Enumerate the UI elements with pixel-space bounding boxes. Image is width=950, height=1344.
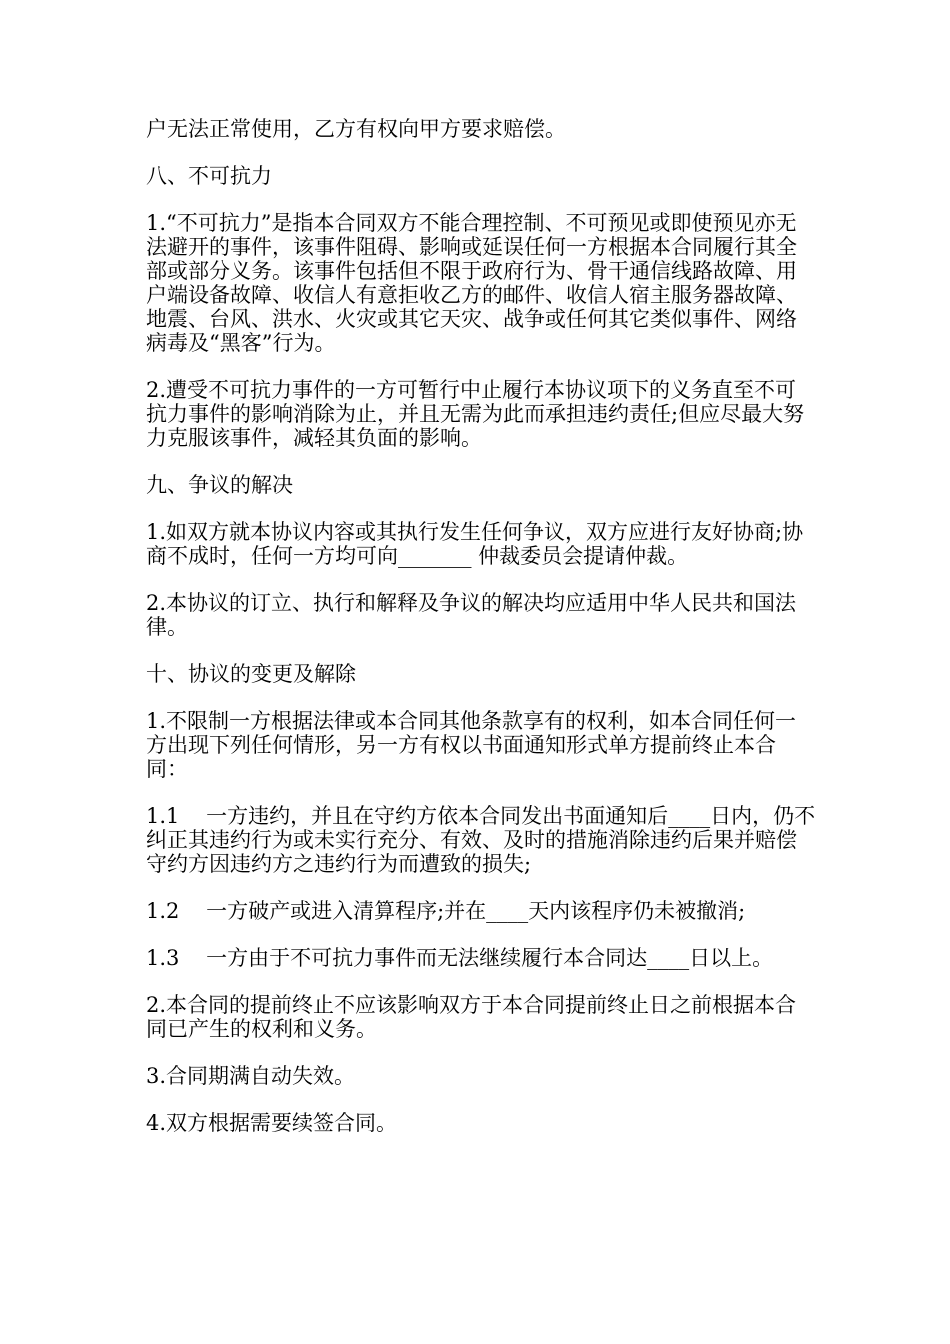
paragraph-early-termination-effect: 2.本合同的提前终止不应该影响双方于本合同提前终止日之前根据本合同已产生的权利和义务。 — [146, 993, 797, 1041]
paragraph-continuation: 户无法正常使用，乙方有权向甲方要求赔偿。 — [146, 117, 566, 141]
paragraph-contract-expiry: 3.合同期满自动失效。 — [146, 1064, 356, 1088]
section-heading-dispute-resolution: 九、争议的解决 — [146, 473, 293, 497]
paragraph-force-majeure-definition: 1.“不可抗力”是指本合同双方不能合理控制、不可预见或即使预见亦无法避开的事件，该事件阻碍、影响或延误任何一方根据本合同履行其全部或部分义务。该事件包括但不限于政府行为、骨干通信线路故障、用户端设备故障、收信人有意拒收乙方的邮件、收信人宿主服务器故障、地震、台风、洪水、火灾或其它天灾、战争或任何其它类似事件、网络病毒及“黑客”行为。 — [146, 211, 797, 355]
paragraph-governing-law: 2.本协议的订立、执行和解释及争议的解决均应适用中华人民共和国法律。 — [146, 591, 797, 639]
paragraph-force-majeure-suspension: 2.遭受不可抗力事件的一方可暂行中止履行本协议项下的义务直至不可抗力事件的影响消除为止，并且无需为此而承担违约责任;但应尽最大努力克服该事件，减轻其负面的影响。 — [146, 378, 805, 450]
section-heading-force-majeure: 八、不可抗力 — [146, 164, 272, 188]
paragraph-contract-renewal: 4.双方根据需要续签合同。 — [146, 1111, 398, 1135]
clause-1-3-force-majeure-duration: 1.3 一方由于不可抗力事件而无法继续履行本合同达____日以上。 — [146, 946, 774, 970]
clause-1-2-bankruptcy: 1.2 一方破产或进入清算程序;并在____天内该程序仍未被撤消; — [146, 899, 746, 923]
paragraph-arbitration: 1.如双方就本协议内容或其执行发生任何争议，双方应进行友好协商;协商不成时，任何一方均可向_______ 仲裁委员会提请仲裁。 — [146, 520, 804, 568]
document-page — [146, 117, 816, 1158]
paragraph-termination-right: 1.不限制一方根据法律或本合同其他条款享有的权利，如本合同任何一方出现下列任何情形，另一方有权以书面通知形式单方提前终止本合同： — [146, 709, 797, 781]
clause-1-1-breach: 1.1 一方违约，并且在守约方依本合同发出书面通知后____日内，仍不纠正其违约行为或未实行充分、有效、及时的措施消除违约后果并赔偿守约方因违约方之违约行为而遭致的损失; — [146, 804, 816, 876]
section-heading-amendment-termination: 十、协议的变更及解除 — [146, 662, 356, 686]
